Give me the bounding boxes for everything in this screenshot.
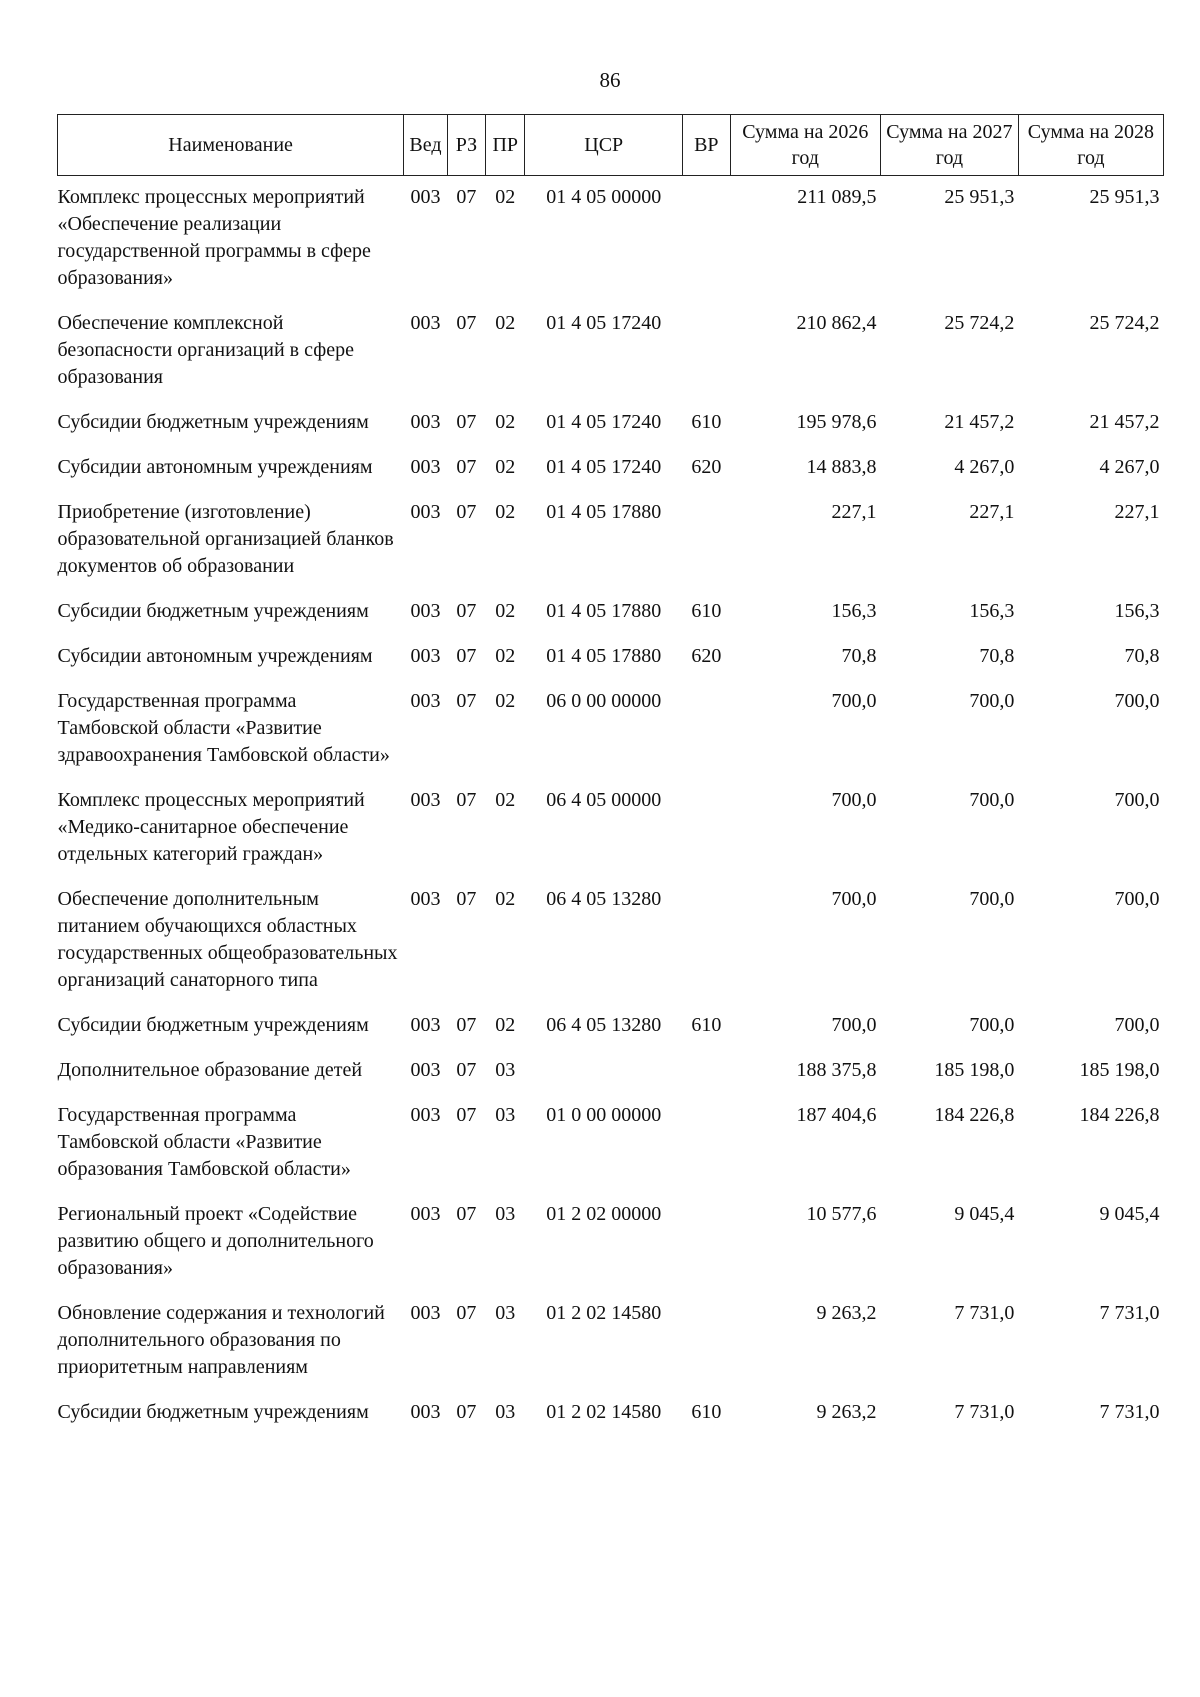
row-vr — [683, 1185, 731, 1284]
row-ved: 003 — [410, 1203, 441, 1225]
header-sum-2026: Сумма на 2026 год — [730, 115, 880, 176]
row-rz: 07 — [456, 411, 477, 433]
row-sum-2028: 700,0 — [1114, 888, 1160, 910]
row-vr — [683, 176, 731, 295]
row-sum-2028: 227,1 — [1114, 501, 1160, 523]
row-sum-2028: 9 045,4 — [1099, 1203, 1160, 1225]
header-vr: ВР — [683, 115, 731, 176]
header-name: Наименование — [58, 115, 404, 176]
row-sum-2028: 7 731,0 — [1099, 1401, 1160, 1423]
row-rz: 07 — [456, 888, 477, 910]
row-sum-2028: 156,3 — [1114, 600, 1160, 622]
row-sum-2028: 700,0 — [1114, 789, 1160, 811]
row-csr: 06 4 05 00000 — [546, 789, 662, 811]
table-body — [58, 176, 1164, 1429]
header-ved: Вед — [404, 115, 448, 176]
row-sum-2028: 25 951,3 — [1089, 186, 1160, 208]
row-sum-2026: 14 883,8 — [806, 456, 877, 478]
row-sum-2028: 700,0 — [1114, 1014, 1160, 1036]
row-pr: 02 — [495, 789, 516, 811]
row-sum-2027: 70,8 — [979, 645, 1015, 667]
row-ved: 003 — [410, 600, 441, 622]
table-row — [58, 1383, 1164, 1428]
row-sum-2026: 9 263,2 — [816, 1302, 877, 1324]
row-pr: 02 — [495, 312, 516, 334]
row-sum-2026: 195 978,6 — [796, 411, 877, 433]
row-rz: 07 — [456, 600, 477, 622]
row-sum-2026: 227,1 — [831, 501, 877, 523]
row-rz: 07 — [456, 186, 477, 208]
row-pr: 03 — [495, 1059, 516, 1081]
budget-table — [57, 114, 1164, 1428]
row-ved: 003 — [410, 1014, 441, 1036]
row-sum-2026: 156,3 — [831, 600, 877, 622]
row-csr: 01 4 05 17880 — [546, 501, 662, 523]
row-csr: 06 0 00 00000 — [546, 690, 662, 712]
header-sum-2028: Сумма на 2028 год — [1018, 115, 1163, 176]
row-vr: 620 — [691, 456, 722, 478]
row-name: Субсидии бюджетным учреждениям — [57, 1014, 369, 1036]
row-sum-2028: 25 724,2 — [1089, 312, 1160, 334]
row-csr: 01 2 02 14580 — [546, 1401, 662, 1423]
row-csr: 01 4 05 17240 — [546, 312, 662, 334]
row-pr: 03 — [495, 1203, 516, 1225]
row-pr: 02 — [495, 186, 516, 208]
row-sum-2027: 227,1 — [969, 501, 1015, 523]
row-pr: 02 — [495, 645, 516, 667]
row-name: Приобретение (изготовление) образовательной организацией бланков документов об образовании — [57, 501, 394, 577]
row-name: Субсидии бюджетным учреждениям — [57, 600, 369, 622]
row-csr: 01 4 05 00000 — [546, 186, 662, 208]
row-csr: 06 4 05 13280 — [546, 888, 662, 910]
row-sum-2027: 7 731,0 — [954, 1401, 1015, 1423]
row-name: Субсидии автономным учреждениям — [57, 456, 373, 478]
row-rz: 07 — [456, 789, 477, 811]
row-pr: 02 — [495, 888, 516, 910]
row-sum-2028: 184 226,8 — [1079, 1104, 1160, 1126]
row-sum-2027: 184 226,8 — [934, 1104, 1015, 1126]
row-pr: 02 — [495, 600, 516, 622]
row-sum-2026: 188 375,8 — [796, 1059, 877, 1081]
table-row — [58, 176, 1164, 295]
row-ved: 003 — [410, 690, 441, 712]
table-row — [58, 996, 1164, 1041]
row-name: Дополнительное образование детей — [57, 1059, 363, 1081]
row-rz: 07 — [456, 312, 477, 334]
row-sum-2026: 700,0 — [831, 789, 877, 811]
row-ved: 003 — [410, 186, 441, 208]
row-ved: 003 — [410, 312, 441, 334]
row-name: Обеспечение комплексной безопасности организаций в сфере образования — [57, 312, 354, 388]
row-sum-2027: 156,3 — [969, 600, 1015, 622]
row-pr: 02 — [495, 456, 516, 478]
row-ved: 003 — [410, 411, 441, 433]
row-ved: 003 — [410, 456, 441, 478]
row-rz: 07 — [456, 1302, 477, 1324]
row-sum-2028: 21 457,2 — [1089, 411, 1160, 433]
row-rz: 07 — [456, 645, 477, 667]
row-name: Субсидии бюджетным учреждениям — [57, 411, 369, 433]
page-number: 86 — [599, 68, 621, 92]
row-csr: 01 2 02 14580 — [546, 1302, 662, 1324]
row-pr: 02 — [495, 501, 516, 523]
row-sum-2028: 7 731,0 — [1099, 1302, 1160, 1324]
row-sum-2028: 4 267,0 — [1099, 456, 1160, 478]
row-vr — [683, 672, 731, 771]
row-ved: 003 — [410, 501, 441, 523]
row-sum-2027: 700,0 — [969, 888, 1015, 910]
row-name: Субсидии бюджетным учреждениям — [57, 1401, 369, 1423]
row-name: Комплекс процессных мероприятий «Обеспечение реализации государственной программы в сфере образования» — [57, 186, 371, 289]
row-rz: 07 — [456, 456, 477, 478]
row-vr: 610 — [691, 600, 722, 622]
row-pr: 02 — [495, 690, 516, 712]
table-row — [58, 1086, 1164, 1185]
row-pr: 03 — [495, 1302, 516, 1324]
row-sum-2027: 21 457,2 — [944, 411, 1015, 433]
row-name: Региональный проект «Содействие развитию общего и дополнительного образования» — [57, 1203, 374, 1279]
row-csr: 06 4 05 13280 — [546, 1014, 662, 1036]
row-sum-2026: 10 577,6 — [806, 1203, 877, 1225]
table-row — [58, 393, 1164, 438]
row-csr: 01 4 05 17240 — [546, 456, 662, 478]
row-pr: 02 — [495, 1014, 516, 1036]
header-rz: РЗ — [447, 115, 485, 176]
row-ved: 003 — [410, 1059, 441, 1081]
row-vr: 620 — [691, 645, 722, 667]
row-ved: 003 — [410, 789, 441, 811]
table-row — [58, 771, 1164, 870]
row-rz: 07 — [456, 1203, 477, 1225]
row-rz: 07 — [456, 501, 477, 523]
row-ved: 003 — [410, 1401, 441, 1423]
table-row — [58, 1041, 1164, 1086]
row-name: Комплекс процессных мероприятий «Медико-санитарное обеспечение отдельных категорий граждан» — [57, 789, 365, 865]
row-vr: 610 — [691, 1014, 722, 1036]
table-row — [58, 1284, 1164, 1383]
row-sum-2027: 700,0 — [969, 789, 1015, 811]
row-pr: 03 — [495, 1401, 516, 1423]
row-sum-2026: 211 089,5 — [797, 186, 877, 208]
row-vr — [683, 483, 731, 582]
row-vr: 610 — [691, 411, 722, 433]
row-sum-2027: 7 731,0 — [954, 1302, 1015, 1324]
table-row — [58, 582, 1164, 627]
table-header — [58, 115, 1164, 176]
row-ved: 003 — [410, 888, 441, 910]
row-rz: 07 — [456, 690, 477, 712]
row-vr — [683, 870, 731, 996]
table-row — [58, 1185, 1164, 1284]
row-ved: 003 — [410, 1104, 441, 1126]
row-name: Государственная программа Тамбовской области «Развитие здравоохранения Тамбовской области» — [57, 690, 390, 766]
row-vr — [683, 294, 731, 393]
row-sum-2027: 185 198,0 — [934, 1059, 1015, 1081]
row-sum-2026: 187 404,6 — [796, 1104, 877, 1126]
row-pr: 02 — [495, 411, 516, 433]
row-name: Обновление содержания и технологий дополнительного образования по приоритетным направлениям — [57, 1302, 385, 1378]
header-sum-2027: Сумма на 2027 год — [880, 115, 1018, 176]
table-row — [58, 870, 1164, 996]
row-sum-2028: 700,0 — [1114, 690, 1160, 712]
table-row — [58, 294, 1164, 393]
row-name: Субсидии автономным учреждениям — [57, 645, 373, 667]
row-sum-2027: 4 267,0 — [954, 456, 1015, 478]
table-row — [58, 438, 1164, 483]
row-csr: 01 4 05 17880 — [546, 645, 662, 667]
row-sum-2026: 210 862,4 — [796, 312, 877, 334]
row-vr — [683, 1041, 731, 1086]
row-sum-2026: 9 263,2 — [816, 1401, 877, 1423]
row-csr: 01 0 00 00000 — [546, 1104, 662, 1126]
row-vr — [683, 771, 731, 870]
row-ved: 003 — [410, 1302, 441, 1324]
row-csr: 01 4 05 17240 — [546, 411, 662, 433]
header-csr: ЦСР — [525, 115, 683, 176]
row-name: Обеспечение дополнительным питанием обучающихся областных государственных общеобразовательных организаций санаторного типа — [57, 888, 398, 991]
row-ved: 003 — [410, 645, 441, 667]
row-csr — [525, 1041, 683, 1086]
row-sum-2028: 70,8 — [1124, 645, 1160, 667]
row-sum-2027: 700,0 — [969, 1014, 1015, 1036]
row-vr — [683, 1086, 731, 1185]
row-sum-2026: 70,8 — [841, 645, 877, 667]
row-sum-2026: 700,0 — [831, 1014, 877, 1036]
row-sum-2026: 700,0 — [831, 690, 877, 712]
row-name: Государственная программа Тамбовской области «Развитие образования Тамбовской области» — [57, 1104, 351, 1180]
row-rz: 07 — [456, 1401, 477, 1423]
row-rz: 07 — [456, 1104, 477, 1126]
row-csr: 01 2 02 00000 — [546, 1203, 662, 1225]
row-vr — [683, 1284, 731, 1383]
row-sum-2028: 185 198,0 — [1079, 1059, 1160, 1081]
row-csr: 01 4 05 17880 — [546, 600, 662, 622]
row-sum-2027: 25 951,3 — [944, 186, 1015, 208]
table-row — [58, 483, 1164, 582]
table-row — [58, 627, 1164, 672]
row-sum-2027: 25 724,2 — [944, 312, 1015, 334]
header-pr: ПР — [486, 115, 525, 176]
row-rz: 07 — [456, 1059, 477, 1081]
row-sum-2027: 9 045,4 — [954, 1203, 1015, 1225]
row-pr: 03 — [495, 1104, 516, 1126]
row-sum-2026: 700,0 — [831, 888, 877, 910]
row-rz: 07 — [456, 1014, 477, 1036]
row-sum-2027: 700,0 — [969, 690, 1015, 712]
table-row — [58, 672, 1164, 771]
row-vr: 610 — [691, 1401, 722, 1423]
